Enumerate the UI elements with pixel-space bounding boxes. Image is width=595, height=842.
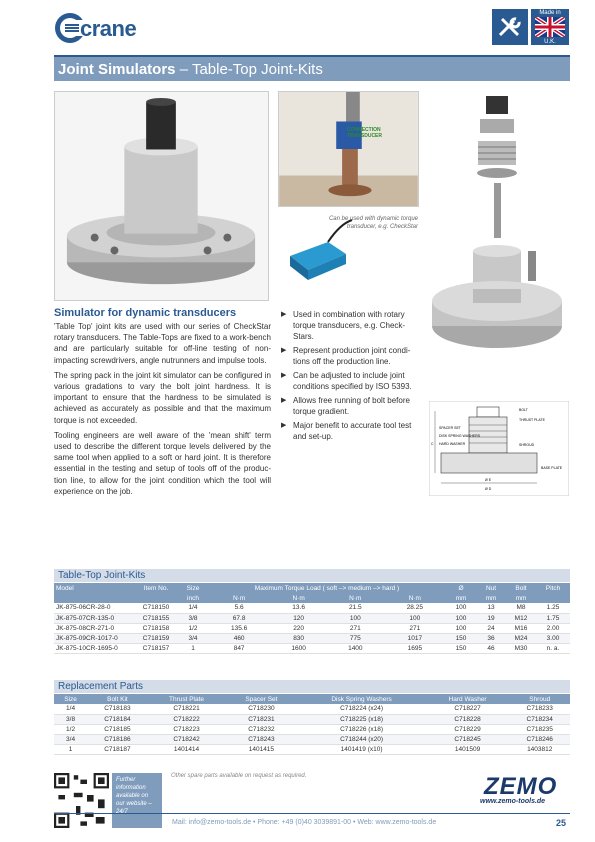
table-cell: C718222: [148, 714, 226, 724]
table-cell: 1/2: [54, 724, 87, 734]
table-cell: 5.6: [208, 603, 270, 613]
kits-col-nut: Nut: [476, 583, 506, 593]
table-cell: 1: [54, 744, 87, 754]
table-cell: C718221: [148, 704, 226, 714]
table-cell: 1.25: [536, 603, 570, 613]
country-label: U.K.: [544, 39, 556, 45]
table-cell: 3/8: [178, 613, 208, 623]
table-row: [54, 633, 570, 643]
transducer-setup-photo: [278, 91, 419, 207]
diagram-label-d: Ø D: [485, 487, 492, 491]
table-cell: 1/4: [178, 603, 208, 613]
table-cell: 13.6: [270, 603, 327, 613]
table-cell: C718223: [148, 724, 226, 734]
feature-list: [281, 309, 417, 445]
table-cell: C718243: [225, 734, 297, 744]
feature-item: ▶ Major benefit to accurate tool test and set-up.: [281, 420, 417, 442]
made-in-uk-badge: [531, 9, 569, 45]
table-row: [54, 603, 570, 613]
table-cell: 1: [178, 643, 208, 653]
table-cell: 13: [476, 603, 506, 613]
kits-col-pitch: Pitch: [536, 583, 570, 593]
table-cell: C718183: [87, 704, 148, 714]
table-cell: C718158: [134, 623, 178, 633]
table-cell: C718224 (x24): [297, 704, 425, 714]
photo-caption: Can be used with dynamic torque transducer, e.g. CheckStar: [328, 216, 418, 230]
parts-col: Shroud: [509, 694, 570, 704]
table-cell: 1403812: [509, 744, 570, 754]
parts-header-row: [54, 694, 570, 704]
table-cell: 3/8: [54, 714, 87, 724]
table-cell: 1401414: [148, 744, 226, 754]
section-heading: Simulator for dynamic transducers: [54, 307, 237, 319]
table-cell: 460: [208, 633, 270, 643]
table-cell: 1401509: [426, 744, 510, 754]
table-cell: 1400: [327, 643, 384, 653]
table-cell: JK-875-10CR-1695-0: [54, 643, 134, 653]
parts-table: [54, 694, 570, 755]
technical-drawing: [429, 401, 569, 496]
table-cell: M12: [506, 613, 536, 623]
table-row: [54, 744, 570, 754]
table-cell: JK-875-08CR-271-0: [54, 623, 134, 633]
unit-cell: mm: [446, 593, 476, 603]
kits-table: [54, 583, 570, 654]
table-cell: 3/4: [54, 734, 87, 744]
diagram-label-disk-spring: DISK SPRING WASHERS: [439, 434, 481, 438]
table-cell: 3.00: [536, 633, 570, 643]
table-cell: JK-875-06CR-28-0: [54, 603, 134, 613]
unit-cell: mm: [476, 593, 506, 603]
diagram-label-shroud: SHROUD: [519, 443, 535, 447]
table-cell: 135.6: [208, 623, 270, 633]
table-cell: C718226 (x18): [297, 724, 425, 734]
feature-item: ▶ Can be adjusted to include joint conditions specified by ISO 5393.: [281, 370, 417, 392]
table-cell: C718230: [225, 704, 297, 714]
table-cell: 1401415: [225, 744, 297, 754]
unit-cell: N·m: [384, 593, 446, 603]
kits-col-torque: Maximum Torque Load ( soft –> medium –> hard ): [208, 583, 446, 593]
table-cell: C718159: [134, 633, 178, 643]
body-text: [54, 321, 271, 501]
paragraph: The spring pack in the joint kit simulator can be configured in various gradations to vary the bolt joint hardness. It is important to ensure that the hardness to be simulated is achieved as accurately as possible and that the maximum torque is not exceeded.: [54, 370, 271, 425]
table-cell: C718242: [148, 734, 226, 744]
kits-col-item: Item No.: [134, 583, 178, 593]
kits-col-dia: Ø: [446, 583, 476, 593]
table-cell: 120: [270, 613, 327, 623]
paragraph: 'Table Top' joint kits are used with our series of CheckStar rotary transducers. The Table-Tops are fixed to a work-bench and are particularly suitable for off-line testing of non-impacting screwdrivers, angle nutrunners and impulse tools.: [54, 322, 271, 365]
table-cell: 847: [208, 643, 270, 653]
parts-col: Hard Washer: [426, 694, 510, 704]
logo-text: crane: [80, 16, 137, 41]
table-cell: 3/4: [178, 633, 208, 643]
unit-cell: inch: [178, 593, 208, 603]
table-row: [54, 643, 570, 653]
table-cell: 1/2: [178, 623, 208, 633]
table-cell: 100: [327, 613, 384, 623]
table-cell: 100: [446, 613, 476, 623]
table-cell: 150: [446, 643, 476, 653]
uk-flag-icon: [535, 17, 565, 37]
kits-col-size: Size: [178, 583, 208, 593]
table-cell: M24: [506, 633, 536, 643]
table-cell: 220: [270, 623, 327, 633]
table-cell: 1017: [384, 633, 446, 643]
table-cell: C718246: [509, 734, 570, 744]
table-cell: 775: [327, 633, 384, 643]
table-row: [54, 704, 570, 714]
kits-units-row: [54, 593, 570, 603]
diagram-label-spacer-set: SPACER SET: [439, 426, 461, 430]
table-cell: 1695: [384, 643, 446, 653]
parts-table-title: Replacement Parts: [54, 680, 570, 693]
table-cell: 830: [270, 633, 327, 643]
feature-item: ▶ Represent production joint condi-tions off the production line.: [281, 345, 417, 367]
zemo-url-link[interactable]: www.zemo-tools.de: [480, 798, 546, 805]
table-cell: n. a.: [536, 643, 570, 653]
connection-transducer-label: CONNECTION TRANSDUCER: [347, 127, 382, 139]
diagram-label-e: Ø E: [485, 478, 492, 482]
diagram-label-hard-washer: HARD WASHER: [439, 442, 466, 446]
page-number: 25: [556, 818, 567, 828]
table-row: [54, 613, 570, 623]
table-cell: C718225 (x18): [297, 714, 425, 724]
table-cell: 100: [446, 603, 476, 613]
kits-col-model: Model: [54, 583, 134, 593]
table-cell: 100: [384, 613, 446, 623]
table-cell: JK-875-09CR-1017-0: [54, 633, 134, 643]
table-cell: C718185: [87, 724, 148, 734]
unit-cell: mm: [506, 593, 536, 603]
further-info-box: Further information available on our website – 24/7: [112, 773, 162, 828]
table-row: [54, 724, 570, 734]
table-cell: C718245: [426, 734, 510, 744]
exploded-view-photo: [428, 91, 569, 391]
table-cell: 21.5: [327, 603, 384, 613]
joint-simulator-photo: [54, 91, 269, 301]
table-cell: 1401419 (x10): [297, 744, 425, 754]
table-cell: C718186: [87, 734, 148, 744]
unit-cell: [134, 593, 178, 603]
diagram-label-bolt: BOLT: [519, 408, 528, 412]
feature-item: ▶ Allows free running of bolt before torque gradient.: [281, 395, 417, 417]
contact-info: Mail: info@zemo-tools.de • Phone: +49 (0)40 3039891-00 • Web: www.zemo-tools.de: [172, 819, 437, 826]
table-cell: C718187: [87, 744, 148, 754]
table-cell: C718157: [134, 643, 178, 653]
table-cell: 271: [384, 623, 446, 633]
table-cell: M8: [506, 603, 536, 613]
table-cell: M16: [506, 623, 536, 633]
diagram-label-base-plate: BASE PLATE: [541, 466, 563, 470]
table-cell: 28.25: [384, 603, 446, 613]
table-cell: 100: [446, 623, 476, 633]
table-cell: C718233: [509, 704, 570, 714]
table-cell: 2.00: [536, 623, 570, 633]
table-cell: 150: [446, 633, 476, 643]
unit-cell: N·m: [208, 593, 270, 603]
unit-cell: [54, 593, 134, 603]
table-cell: C718235: [509, 724, 570, 734]
table-cell: C718155: [134, 613, 178, 623]
table-cell: 1/4: [54, 704, 87, 714]
table-cell: JK-875-07CR-135-0: [54, 613, 134, 623]
zemo-logo: ZEMO: [484, 773, 558, 800]
table-cell: 1.75: [536, 613, 570, 623]
table-cell: C718229: [426, 724, 510, 734]
kits-header-row: [54, 583, 570, 593]
unit-cell: N·m: [270, 593, 327, 603]
parts-col: Spacer Set: [225, 694, 297, 704]
parts-col: Thrust Plate: [148, 694, 226, 704]
made-in-label: Made in: [539, 10, 561, 16]
table-cell: 1600: [270, 643, 327, 653]
page-title-bar: [54, 55, 570, 81]
table-cell: C718228: [426, 714, 510, 724]
title-sub: – Table-Top Joint-Kits: [175, 61, 323, 78]
table-cell: C718184: [87, 714, 148, 724]
table-cell: 46: [476, 643, 506, 653]
table-cell: 36: [476, 633, 506, 643]
table-cell: C718232: [225, 724, 297, 734]
parts-col: Size: [54, 694, 87, 704]
table-cell: 271: [327, 623, 384, 633]
paragraph: Tooling engineers are well aware of the 'mean shift' term used to describe the different torque levels delivered by the same tool when applied to a soft or hard joint. It is therefore essential in the testing and setup of tools off of the produc-tion line, to allow for the joint condition which the tool will experience on the job.: [54, 430, 271, 496]
tools-icon: [492, 9, 528, 45]
table-row: [54, 623, 570, 633]
table-cell: 67.8: [208, 613, 270, 623]
feature-item: ▶ Used in combination with rotary torque transducers, e.g. Check-Stars.: [281, 309, 417, 342]
table-cell: 19: [476, 613, 506, 623]
table-cell: 24: [476, 623, 506, 633]
diagram-label-thrust-plate: THRUST PLATE: [519, 418, 545, 422]
table-cell: C718231: [225, 714, 297, 724]
table-cell: C718244 (x20): [297, 734, 425, 744]
page-title: [54, 57, 570, 82]
kits-col-bolt: Bolt: [506, 583, 536, 593]
table-cell: C718234: [509, 714, 570, 724]
table-cell: M30: [506, 643, 536, 653]
parts-col: Disk Spring Washers: [297, 694, 425, 704]
spare-parts-note: Other spare parts available on request as required.: [171, 773, 307, 779]
unit-cell: [536, 593, 570, 603]
diagram-label-c: C: [431, 442, 434, 446]
title-main: Joint Simulators: [58, 61, 176, 78]
parts-col: Bolt Kit: [87, 694, 148, 704]
table-row: [54, 734, 570, 744]
kits-table-title: Table-Top Joint-Kits: [54, 569, 570, 582]
unit-cell: N·m: [327, 593, 384, 603]
table-cell: C718227: [426, 704, 510, 714]
table-row: [54, 714, 570, 724]
table-cell: C718150: [134, 603, 178, 613]
